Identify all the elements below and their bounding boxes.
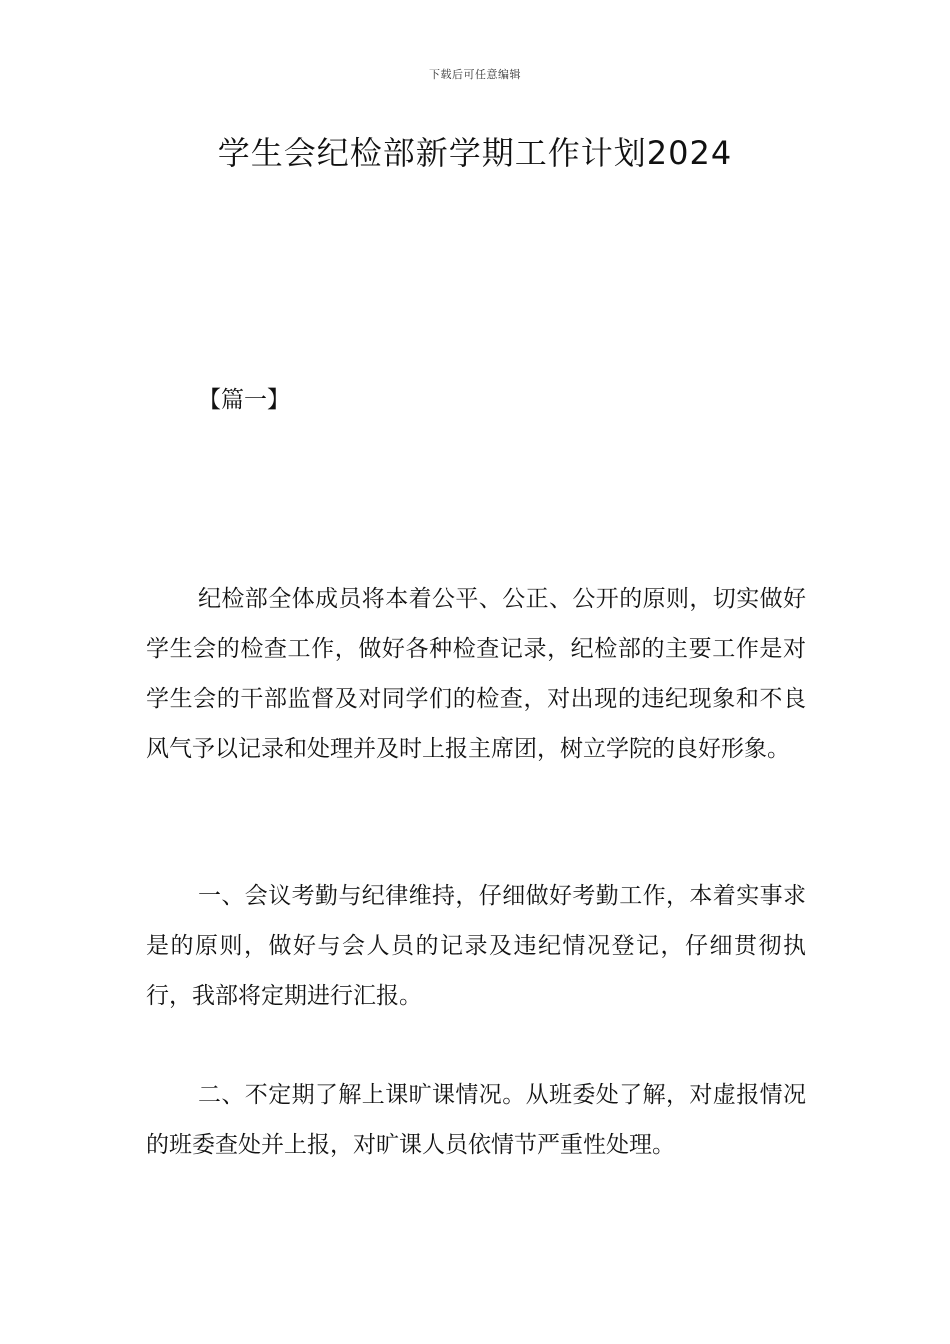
section-label: 【篇一】 xyxy=(198,387,290,413)
header-note: 下载后可任意编辑 xyxy=(429,68,521,81)
body-paragraph-item-one: 一、会议考勤与纪律维持，仔细做好考勤工作，本着实事求是的原则，做好与会人员的记录及违纪情况登记，仔细贯彻执行，我部将定期进行汇报。 xyxy=(146,883,806,1009)
body-paragraph-item-two: 二、不定期了解上课旷课情况。从班委处了解，对虚报情况的班委查处并上报，对旷课人员依情节严重性处理。 xyxy=(146,1082,806,1158)
body-paragraph-intro: 纪检部全体成员将本着公平、公正、公开的原则，切实做好学生会的检查工作，做好各种检查记录，纪检部的主要工作是对学生会的干部监督及对同学们的检查，对出现的违纪现象和不良风气予以记录和处理并及时上报主席团，树立学院的良好形象。 xyxy=(146,586,806,762)
document-title: 学生会纪检部新学期工作计划2024 xyxy=(217,134,733,172)
